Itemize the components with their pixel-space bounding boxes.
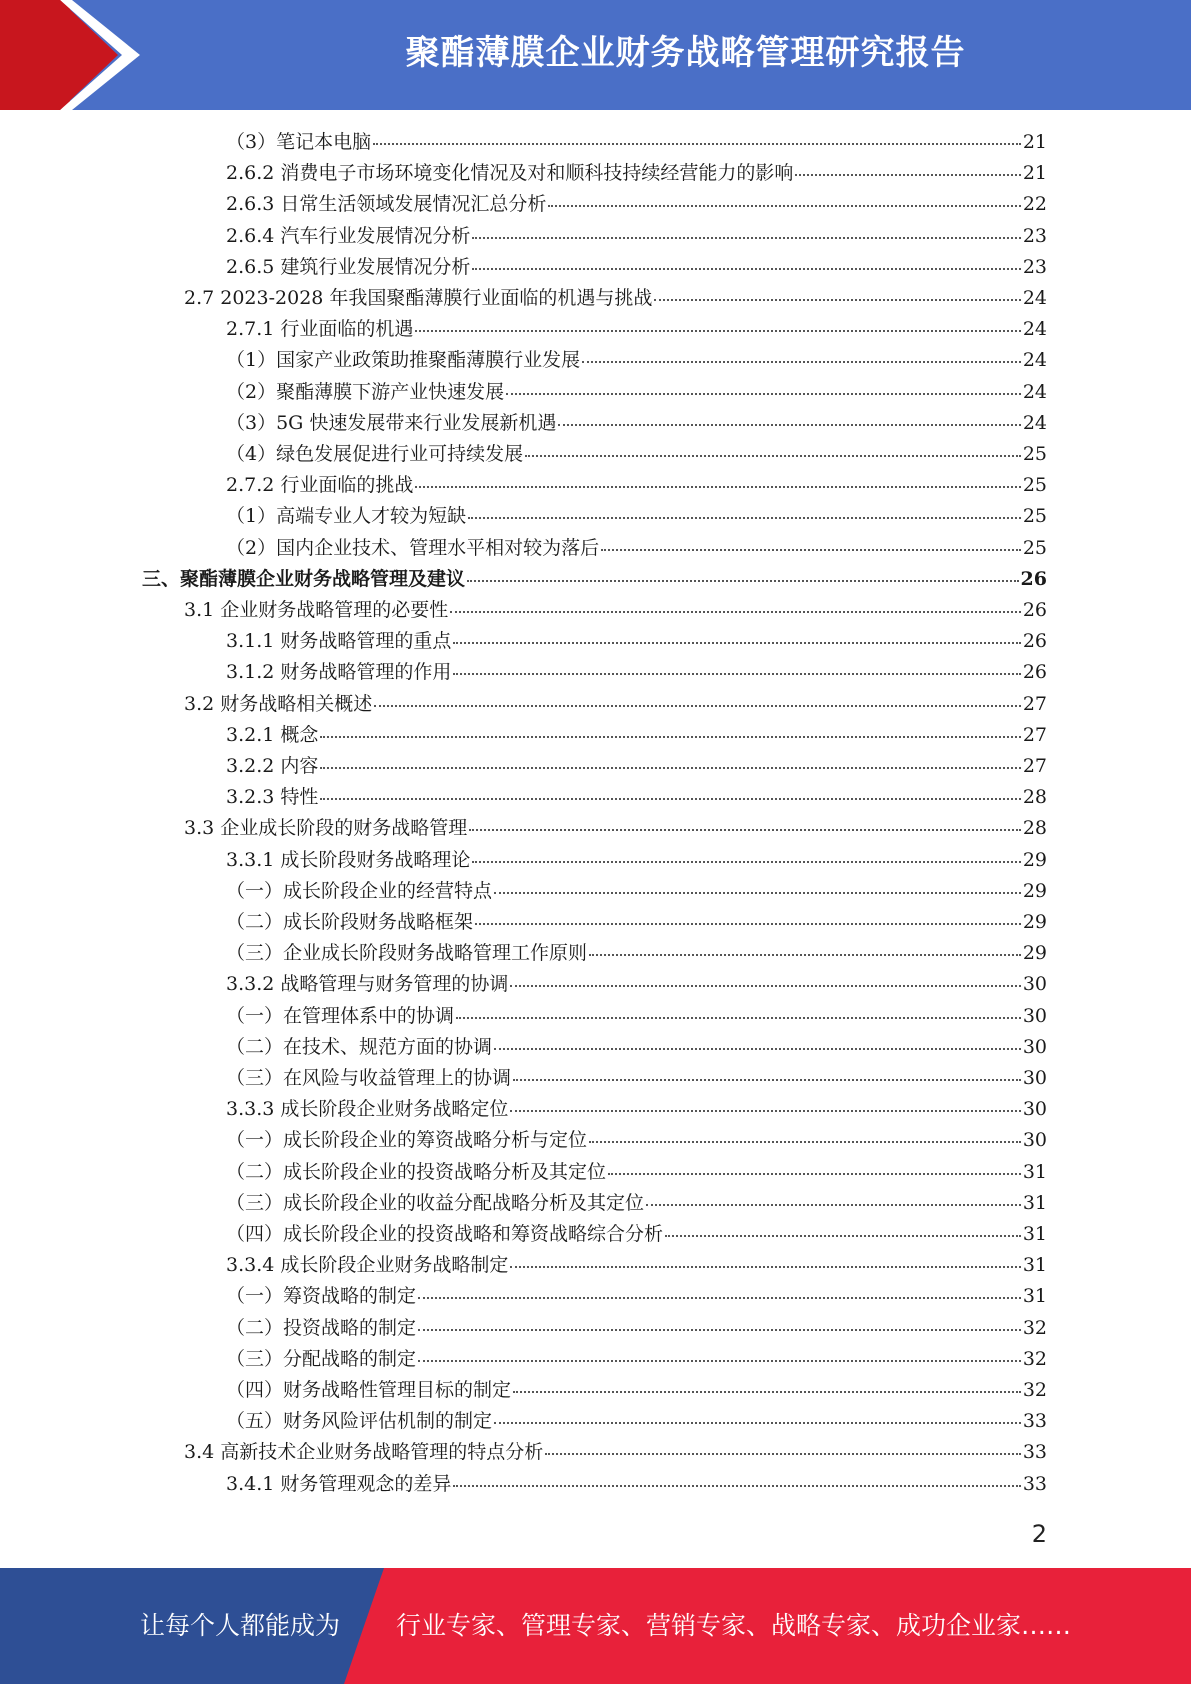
- toc-entry[interactable]: [226, 845, 1047, 876]
- toc-entry-label: 2.6.3 日常生活领域发展情况汇总分析: [226, 193, 547, 216]
- toc-entry-label: 3.2.3 特性: [226, 786, 319, 809]
- toc-entry-page: 31: [1022, 1160, 1047, 1183]
- toc-entry-page: 29: [1022, 848, 1047, 871]
- toc-entry-page: 32: [1022, 1347, 1047, 1370]
- toc-entry-label: 3.1.2 财务战略管理的作用: [226, 661, 452, 684]
- toc-entry-page: 23: [1022, 255, 1047, 278]
- toc-dot-leader: [373, 135, 1021, 145]
- toc-entry[interactable]: [226, 252, 1047, 283]
- toc-entry-page: 27: [1022, 723, 1047, 746]
- toc-dot-leader: [494, 1414, 1021, 1424]
- toc-entry[interactable]: [142, 564, 1047, 595]
- toc-entry-label: （二）成长阶段财务战略框架: [226, 911, 474, 933]
- toc-dot-leader: [450, 603, 1021, 613]
- toc-dot-leader: [654, 291, 1020, 301]
- toc-entry[interactable]: [184, 1437, 1047, 1468]
- toc-dot-leader: [415, 478, 1020, 488]
- toc-entry[interactable]: [226, 1375, 1047, 1406]
- toc-entry-label: （五）财务风险评估机制的制定: [226, 1410, 493, 1433]
- toc-entry-page: 26: [1022, 661, 1047, 684]
- toc-entry-label: 3.3.4 成长阶段企业财务战略制定: [226, 1254, 509, 1277]
- toc-dot-leader: [510, 1258, 1020, 1268]
- toc-entry[interactable]: [226, 1250, 1047, 1281]
- toc-entry-page: 30: [1022, 973, 1047, 996]
- toc-entry-label: 3.4 高新技术企业财务战略管理的特点分析: [184, 1441, 544, 1464]
- toc-entry-label: 三、聚酯薄膜企业财务战略管理及建议: [142, 567, 466, 590]
- toc-entry[interactable]: [226, 158, 1047, 189]
- toc-entry-label: （三）在风险与收益管理上的协调: [226, 1067, 512, 1089]
- toc-dot-leader: [506, 385, 1021, 395]
- toc-entry[interactable]: [226, 782, 1047, 813]
- toc-entry-page: 33: [1022, 1410, 1047, 1433]
- toc-entry[interactable]: [226, 938, 1047, 969]
- toc-entry-page: 32: [1022, 1316, 1047, 1339]
- toc-entry-page: 25: [1022, 536, 1047, 559]
- toc-entry-page: 32: [1022, 1379, 1047, 1401]
- toc-entry-label: 3.1.1 财务战略管理的重点: [226, 630, 452, 653]
- toc-entry[interactable]: [226, 439, 1047, 470]
- toc-entry-page: 31: [1022, 1223, 1047, 1245]
- footer-slogan-left: 让每个人都能成为: [140, 1611, 341, 1640]
- toc-entry[interactable]: [226, 907, 1047, 938]
- toc-entry[interactable]: [226, 1094, 1047, 1125]
- toc-dot-leader: [453, 634, 1020, 644]
- toc-entry-label: （1）高端专业人才较为短缺: [226, 505, 467, 528]
- toc-dot-leader: [510, 1102, 1020, 1112]
- toc-entry[interactable]: [226, 1032, 1047, 1063]
- toc-entry-label: （3）笔记本电脑: [226, 131, 372, 153]
- toc-entry[interactable]: [226, 1001, 1047, 1032]
- toc-entry-label: （4）绿色发展促进行业可持续发展: [226, 443, 524, 465]
- toc-dot-leader: [582, 353, 1021, 363]
- toc-entry-label: （一）筹资战略的制定: [226, 1285, 417, 1308]
- toc-entry-page: 26: [1020, 567, 1047, 590]
- toc-dot-leader: [795, 166, 1020, 176]
- toc-entry-page: 26: [1022, 630, 1047, 653]
- toc-entry[interactable]: [226, 1313, 1047, 1344]
- toc-entry-label: 3.3.1 成长阶段财务战略理论: [226, 848, 471, 871]
- toc-dot-leader: [468, 509, 1021, 519]
- toc-dot-leader: [665, 1227, 1021, 1237]
- toc-entry-label: （二）投资战略的制定: [226, 1316, 417, 1339]
- toc-dot-leader: [472, 853, 1020, 863]
- page-number: 2: [1031, 1520, 1047, 1548]
- toc-dot-leader: [320, 728, 1020, 738]
- toc-entry[interactable]: [226, 751, 1047, 782]
- toc-entry-label: 2.7.1 行业面临的机遇: [226, 318, 414, 341]
- toc-entry-page: 28: [1022, 817, 1047, 840]
- toc-entry-label: 2.6.2 消费电子市场环境变化情况及对和顺科技持续经营能力的影响: [226, 162, 794, 185]
- toc-entry[interactable]: [226, 1063, 1047, 1094]
- toc-entry-page: 25: [1022, 474, 1047, 497]
- toc-entry-page: 33: [1022, 1441, 1047, 1464]
- toc-dot-leader: [475, 915, 1021, 925]
- toc-dot-leader: [548, 197, 1020, 207]
- toc-dot-leader: [494, 884, 1021, 894]
- toc-entry-page: 21: [1022, 162, 1047, 185]
- toc-dot-leader: [646, 1196, 1021, 1206]
- toc-entry-label: 2.7 2023-2028 年我国聚酯薄膜行业面临的机遇与挑战: [184, 287, 653, 309]
- toc-entry-label: （二）在技术、规范方面的协调: [226, 1035, 493, 1058]
- toc-entry-label: 2.6.4 汽车行业发展情况分析: [226, 224, 471, 247]
- toc-entry-label: （三）企业成长阶段财务战略管理工作原则: [226, 942, 588, 965]
- toc-entry[interactable]: [226, 1469, 1047, 1500]
- toc-entry[interactable]: [226, 1157, 1047, 1188]
- toc-dot-leader: [320, 759, 1020, 769]
- toc-entry-page: 29: [1022, 942, 1047, 965]
- toc-entry-page: 29: [1022, 879, 1047, 902]
- toc-dot-leader: [456, 1009, 1021, 1019]
- page-footer: [0, 1568, 1191, 1684]
- toc-dot-leader: [513, 1383, 1021, 1393]
- toc-entry-page: 30: [1022, 1067, 1047, 1089]
- toc-entry[interactable]: [226, 1188, 1047, 1219]
- toc-entry-label: （四）成长阶段企业的投资战略和筹资战略综合分析: [226, 1223, 664, 1245]
- toc-entry-label: 2.7.2 行业面临的挑战: [226, 474, 414, 497]
- toc-entry-label: （二）成长阶段企业的投资战略分析及其定位: [226, 1160, 607, 1183]
- toc-entry-label: 3.4.1 财务管理观念的差异: [226, 1472, 452, 1495]
- toc-dot-leader: [418, 1321, 1021, 1331]
- toc-entry-page: 27: [1022, 692, 1047, 715]
- toc-entry-label: （2）聚酯薄膜下游产业快速发展: [226, 380, 505, 403]
- toc-entry-page: 23: [1022, 224, 1047, 247]
- toc-dot-leader: [472, 229, 1020, 239]
- toc-entry-label: （一）成长阶段企业的筹资战略分析与定位: [226, 1129, 588, 1152]
- toc-dot-leader: [525, 447, 1021, 457]
- toc-entry-label: （3）5G 快速发展带来行业发展新机遇: [226, 411, 557, 434]
- toc-entry-label: 3.3 企业成长阶段的财务战略管理: [184, 817, 468, 840]
- toc-dot-leader: [418, 1289, 1021, 1299]
- toc-entry-label: （2）国内企业技术、管理水平相对较为落后: [226, 536, 600, 559]
- toc-entry-page: 30: [1022, 1035, 1047, 1058]
- header-chevron-icon: [60, 0, 155, 110]
- toc-entry[interactable]: [226, 1344, 1047, 1375]
- toc-entry[interactable]: [226, 345, 1047, 376]
- toc-entry[interactable]: [226, 626, 1047, 657]
- toc-dot-leader: [589, 1133, 1021, 1143]
- toc-entry-label: （三）成长阶段企业的收益分配战略分析及其定位: [226, 1191, 645, 1214]
- toc-entry-page: 33: [1022, 1472, 1047, 1495]
- toc-dot-leader: [374, 697, 1021, 707]
- toc-entry-page: 24: [1022, 287, 1047, 309]
- toc-dot-leader: [558, 416, 1020, 426]
- page-header: [0, 0, 1191, 110]
- toc-entry-page: 29: [1022, 911, 1047, 933]
- toc-entry-page: 30: [1022, 1004, 1047, 1027]
- toc-entry-label: （三）分配战略的制定: [226, 1347, 417, 1370]
- toc-entry-page: 30: [1022, 1098, 1047, 1121]
- toc-entry[interactable]: [226, 1219, 1047, 1250]
- toc-dot-leader: [510, 977, 1020, 987]
- toc-dot-leader: [601, 541, 1021, 551]
- toc-entry-label: 3.3.2 战略管理与财务管理的协调: [226, 973, 509, 996]
- toc-entry-page: 25: [1022, 443, 1047, 465]
- toc-entry[interactable]: [226, 969, 1047, 1000]
- toc-dot-leader: [472, 260, 1020, 270]
- toc-dot-leader: [545, 1445, 1021, 1455]
- toc-entry-page: 24: [1022, 380, 1047, 403]
- toc-entry-label: （1）国家产业政策助推聚酯薄膜行业发展: [226, 349, 581, 372]
- toc-entry[interactable]: [226, 408, 1047, 439]
- toc-dot-leader: [513, 1071, 1021, 1081]
- toc-entry-label: 3.3.3 成长阶段企业财务战略定位: [226, 1098, 509, 1121]
- toc-dot-leader: [467, 572, 1019, 582]
- toc-dot-leader: [494, 1040, 1021, 1050]
- toc-entry[interactable]: [226, 221, 1047, 252]
- toc-entry-page: 31: [1022, 1254, 1047, 1277]
- toc-entry-label: （一）成长阶段企业的经营特点: [226, 879, 493, 902]
- toc-entry[interactable]: [226, 377, 1047, 408]
- toc-entry-label: 3.2.1 概念: [226, 723, 319, 746]
- toc-entry[interactable]: [226, 1406, 1047, 1437]
- toc-entry-label: 3.2 财务战略相关概述: [184, 692, 373, 715]
- toc-entry-page: 30: [1022, 1129, 1047, 1152]
- toc-entry-label: （一）在管理体系中的协调: [226, 1004, 455, 1027]
- toc-entry-page: 25: [1022, 505, 1047, 528]
- toc-entry[interactable]: [184, 689, 1047, 720]
- toc-entry-label: 3.1 企业财务战略管理的必要性: [184, 599, 449, 621]
- document-title: 聚酯薄膜企业财务战略管理研究报告: [405, 33, 966, 73]
- toc-entry[interactable]: [226, 533, 1047, 564]
- toc-entry[interactable]: [226, 657, 1047, 688]
- toc-dot-leader: [453, 665, 1020, 675]
- toc-dot-leader: [469, 821, 1021, 831]
- toc-entry[interactable]: [226, 127, 1047, 158]
- toc-entry-page: 27: [1022, 755, 1047, 777]
- toc-entry-page: 22: [1022, 193, 1047, 216]
- toc-dot-leader: [589, 946, 1021, 956]
- toc-entry-label: （四）财务战略性管理目标的制定: [226, 1379, 512, 1401]
- toc-entry[interactable]: [226, 501, 1047, 532]
- toc-entry[interactable]: [184, 283, 1047, 314]
- toc-entry-page: 26: [1022, 599, 1047, 621]
- toc-entry-page: 28: [1022, 786, 1047, 809]
- toc-dot-leader: [320, 790, 1020, 800]
- toc-dot-leader: [608, 1165, 1021, 1175]
- toc-entry[interactable]: [226, 470, 1047, 501]
- footer-slogan-right: 行业专家、管理专家、营销专家、战略专家、成功企业家……: [396, 1611, 1072, 1640]
- toc-entry[interactable]: [226, 189, 1047, 220]
- toc-entry[interactable]: [184, 813, 1047, 844]
- toc-entry[interactable]: [226, 1125, 1047, 1156]
- toc-entry-page: 31: [1022, 1191, 1047, 1214]
- toc-entry[interactable]: [226, 720, 1047, 751]
- toc-entry-page: 21: [1022, 131, 1047, 153]
- toc-entry-label: 3.2.2 内容: [226, 755, 319, 777]
- toc-dot-leader: [418, 1352, 1021, 1362]
- toc-entry-page: 24: [1022, 349, 1047, 372]
- toc-entry-page: 24: [1022, 318, 1047, 341]
- toc-dot-leader: [415, 322, 1020, 332]
- toc-entry[interactable]: [226, 1281, 1047, 1312]
- toc-entry-page: 24: [1022, 411, 1047, 434]
- toc-entry[interactable]: [226, 876, 1047, 907]
- toc-entry-label: 2.6.5 建筑行业发展情况分析: [226, 255, 471, 278]
- toc-entry-page: 31: [1022, 1285, 1047, 1308]
- toc-entry[interactable]: [184, 595, 1047, 626]
- toc-dot-leader: [453, 1477, 1020, 1487]
- toc-entry[interactable]: [226, 314, 1047, 345]
